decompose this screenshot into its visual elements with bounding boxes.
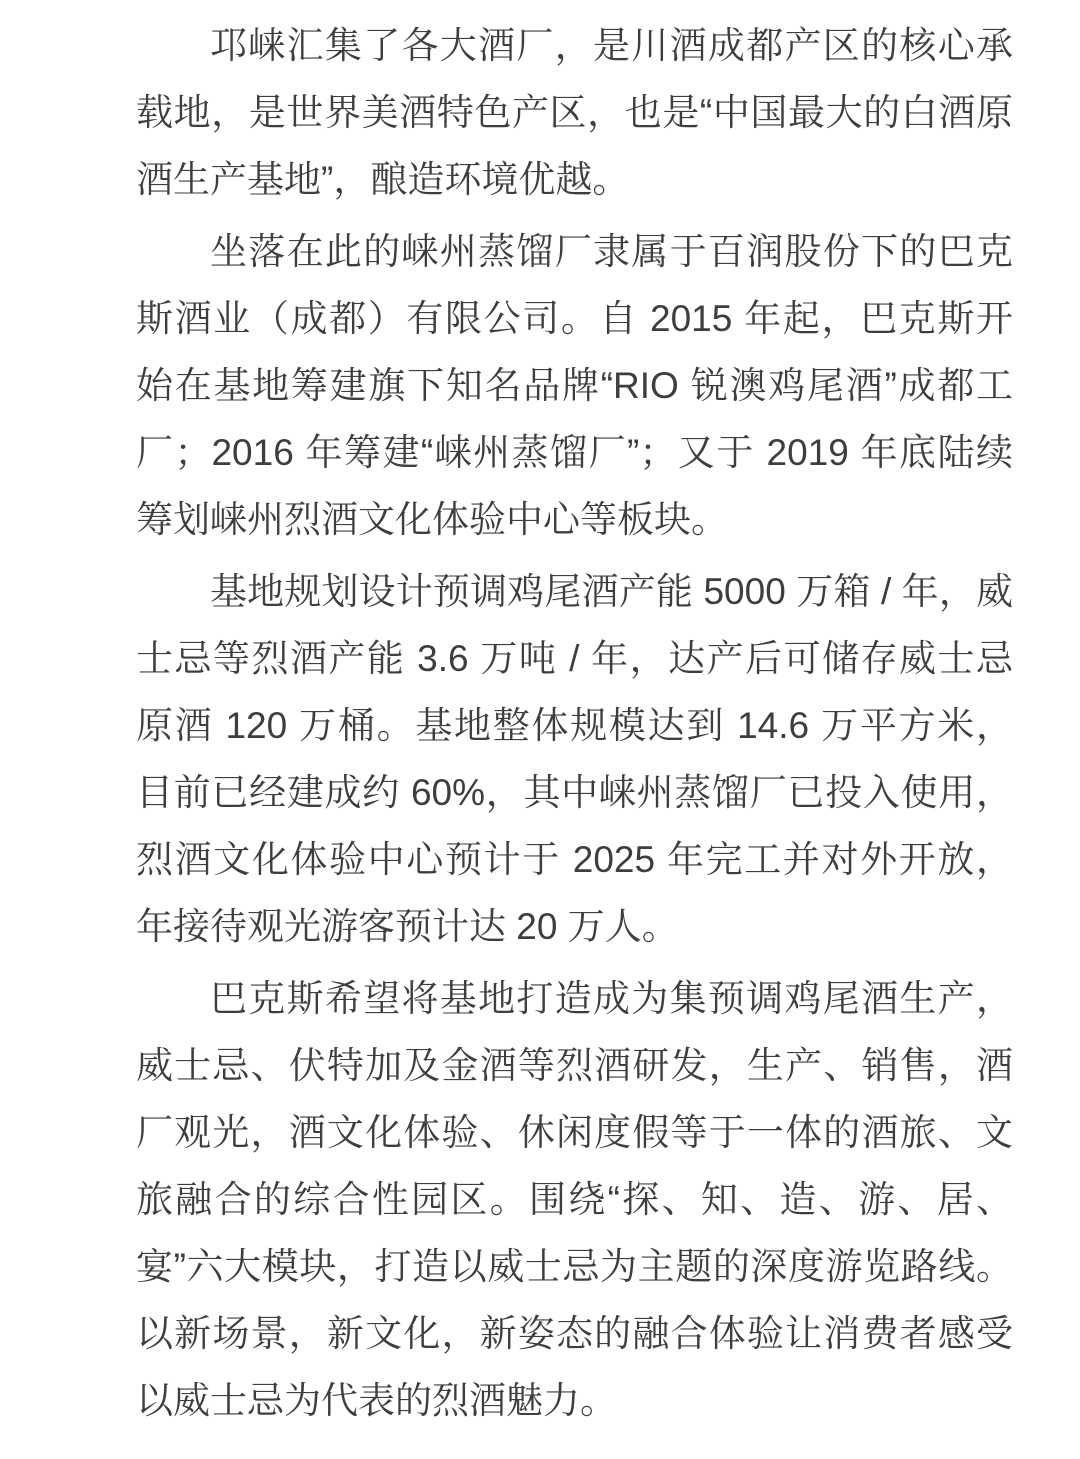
article-paragraph-3: 基地规划设计预调鸡尾酒产能 5000 万箱 / 年，威士忌等烈酒产能 3.6 万吨 / 年，达产后可储存威士忌原酒 120 万桶。基地整体规模达到 14.6 万平方米，目前已经建成约 60%，其中崃州蒸馏厂已投入使用，烈酒文化体验中心预计于 2025 年完工并对外开放，年接待观光游客预计达 20 万人。: [136, 571, 1013, 947]
article-paragraph-1: 邛崃汇集了各大酒厂，是川酒成都产区的核心承载地，是世界美酒特色产区，也是“中国最大的白酒原酒生产基地”，酿造环境优越。: [136, 25, 1013, 200]
article-paragraph-4: 巴克斯希望将基地打造成为集预调鸡尾酒生产，威士忌、伏特加及金酒等烈酒研发，生产、销售，酒厂观光，酒文化体验、休闲度假等于一体的酒旅、文旅融合的综合性园区。围绕“探、知、造、游、居、宴”六大模块，打造以威士忌为主题的深度游览路线。以新场景，新文化，新姿态的融合体验让消费者感受以威士忌为代表的烈酒魅力。: [136, 978, 1013, 1421]
article-paragraph-2: 坐落在此的崃州蒸馏厂隶属于百润股份下的巴克斯酒业（成都）有限公司。自 2015 年起，巴克斯开始在基地筹建旗下知名品牌“RIO 锐澳鸡尾酒”成都工厂；2016 年筹建“崃州蒸馏厂”；又于 2019 年底陆续筹划崃州烈酒文化体验中心等板块。: [136, 231, 1013, 540]
